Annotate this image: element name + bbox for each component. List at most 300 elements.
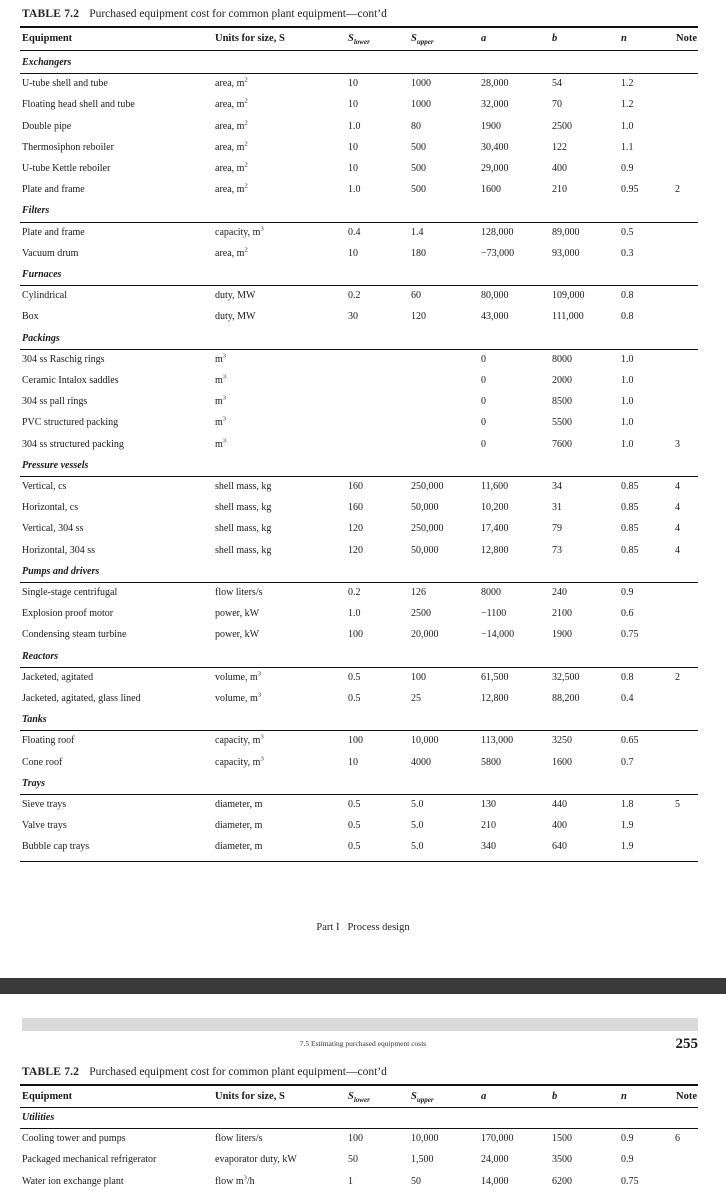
b-cell: 54 bbox=[552, 78, 562, 90]
section-header bbox=[0, 562, 726, 583]
n-cell: 0.85 bbox=[621, 481, 639, 492]
s-upper-cell: 20,000 bbox=[411, 629, 439, 641]
s-lower-cell: 10 bbox=[348, 99, 358, 111]
equipment-cell: 304 ss pall rings bbox=[22, 396, 88, 408]
table-caption bbox=[22, 8, 387, 20]
s-lower-cell: 160 bbox=[348, 502, 363, 514]
units-cell: shell mass, kg bbox=[215, 502, 272, 514]
section-header bbox=[0, 201, 726, 222]
note-cell: 4 bbox=[675, 523, 680, 535]
units-cell: capacity, $m^3$ bbox=[215, 734, 264, 747]
table-row bbox=[0, 795, 726, 816]
s-lower-cell: 120 bbox=[348, 523, 363, 535]
b-cell: 5500 bbox=[552, 417, 572, 429]
header-s-upper: $S_{upper}$ bbox=[411, 33, 434, 47]
s-upper-cell: 500 bbox=[411, 141, 426, 153]
s-upper-cell: 500 bbox=[411, 184, 426, 196]
s-upper-cell: 100 bbox=[411, 671, 426, 683]
s-upper-cell: 250,000 bbox=[411, 481, 444, 492]
equipment-cell: Plate and frame bbox=[22, 184, 85, 196]
units-cell: area, $m^2$ bbox=[215, 98, 248, 111]
equipment-cell: Vertical, cs bbox=[22, 481, 67, 492]
a-cell: 43,000 bbox=[481, 311, 509, 323]
units-cell: flow $m^3/h$ bbox=[215, 1174, 255, 1187]
a-cell: 24,000 bbox=[481, 1154, 509, 1166]
s-lower-cell: 10 bbox=[348, 247, 358, 259]
equipment-cell: U-tube shell and tube bbox=[22, 78, 108, 90]
n-cell: 1.0 bbox=[621, 438, 634, 450]
a-cell: 30,400 bbox=[481, 141, 509, 153]
n-cell: 0.85 bbox=[621, 523, 639, 535]
a-cell: 10,200 bbox=[481, 502, 509, 514]
s-lower-cell: 1.0 bbox=[348, 120, 361, 132]
table-row bbox=[0, 117, 726, 138]
table-caption-2 bbox=[22, 1066, 387, 1078]
a-cell: 17,400 bbox=[481, 523, 509, 535]
table-row bbox=[0, 413, 726, 434]
s-upper-cell: 50,000 bbox=[411, 502, 439, 514]
units-cell: evaporator duty, kW bbox=[215, 1154, 297, 1166]
n-cell: 1.2 bbox=[621, 78, 634, 90]
s-upper-cell: 60 bbox=[411, 290, 421, 302]
n-cell: 0.9 bbox=[621, 587, 634, 598]
a-cell: −14,000 bbox=[481, 629, 515, 641]
header-band bbox=[22, 1018, 698, 1031]
section-header bbox=[0, 774, 726, 795]
top-rule bbox=[20, 26, 698, 28]
note-cell: 4 bbox=[675, 502, 680, 514]
section-title: Trays bbox=[22, 777, 45, 789]
equipment-cell: Plate and frame bbox=[22, 226, 85, 238]
table-row bbox=[0, 668, 726, 689]
s-upper-cell: 250,000 bbox=[411, 523, 444, 535]
a-cell: 61,500 bbox=[481, 671, 509, 683]
b-cell: 89,000 bbox=[552, 226, 580, 238]
a-cell: 14,000 bbox=[481, 1175, 509, 1187]
a-cell: −1100 bbox=[481, 608, 507, 620]
b-cell: 122 bbox=[552, 141, 567, 153]
a-cell: 32,000 bbox=[481, 99, 509, 111]
table-row bbox=[0, 159, 726, 180]
n-cell: 0.6 bbox=[621, 608, 634, 620]
table-row bbox=[0, 435, 726, 456]
units-cell: $m^3$ bbox=[215, 352, 227, 365]
a-cell: 0 bbox=[481, 417, 486, 429]
header-a: a bbox=[481, 1091, 487, 1102]
units-cell: duty, MW bbox=[215, 290, 256, 302]
equipment-cell: Cylindrical bbox=[22, 290, 67, 302]
section-title: Reactors bbox=[22, 650, 59, 662]
equipment-cell: Double pipe bbox=[22, 120, 72, 132]
n-cell: 0.75 bbox=[621, 629, 639, 641]
units-cell: volume, $m^3$ bbox=[215, 691, 262, 704]
header-units: Units for size, S bbox=[215, 1091, 285, 1102]
units-cell: $m^3$ bbox=[215, 394, 227, 408]
a-cell: 11,600 bbox=[481, 481, 509, 492]
table-row bbox=[0, 731, 726, 752]
s-upper-cell: 1.4 bbox=[411, 226, 424, 238]
units-cell: diameter, m bbox=[215, 841, 263, 853]
b-cell: 6200 bbox=[552, 1175, 572, 1187]
b-cell: 2000 bbox=[552, 375, 572, 386]
b-cell: 88,200 bbox=[552, 693, 580, 704]
n-cell: 1.0 bbox=[621, 120, 634, 132]
running-head: 7.5 Estimating purchased equipment costs bbox=[299, 1039, 427, 1048]
equipment-cell: Horizontal, cs bbox=[22, 502, 79, 514]
units-cell: area, $m^2$ bbox=[215, 161, 248, 174]
units-cell: power, kW bbox=[215, 608, 260, 620]
s-upper-cell: 10,000 bbox=[411, 1133, 439, 1145]
b-cell: 31 bbox=[552, 502, 562, 514]
section-title: Packings bbox=[22, 332, 60, 344]
units-cell: diameter, m bbox=[215, 820, 263, 832]
header-rule bbox=[20, 50, 698, 51]
s-upper-cell: 50 bbox=[411, 1175, 421, 1187]
page-divider bbox=[0, 978, 726, 994]
b-cell: 240 bbox=[552, 587, 567, 598]
note-cell: 5 bbox=[675, 799, 680, 810]
n-cell: 0.8 bbox=[621, 290, 634, 302]
units-cell: area, $m^2$ bbox=[215, 246, 248, 259]
page-footer bbox=[0, 922, 726, 933]
table-header bbox=[0, 29, 726, 49]
table-row bbox=[0, 753, 726, 774]
n-cell: 1.0 bbox=[621, 396, 634, 408]
a-cell: 28,000 bbox=[481, 78, 509, 90]
a-cell: 340 bbox=[481, 841, 496, 853]
s-lower-cell: 10 bbox=[348, 756, 358, 768]
s-lower-cell: 10 bbox=[348, 78, 358, 90]
s-upper-cell: 80 bbox=[411, 120, 421, 132]
n-cell: 0.9 bbox=[621, 1133, 634, 1145]
equipment-cell: PVC structured packing bbox=[22, 417, 119, 429]
s-lower-cell: 0.2 bbox=[348, 587, 361, 598]
b-cell: 3500 bbox=[552, 1154, 572, 1166]
s-upper-cell: 5.0 bbox=[411, 799, 424, 810]
section-header bbox=[0, 329, 726, 350]
a-cell: 170,000 bbox=[481, 1133, 514, 1145]
table-row bbox=[0, 583, 726, 604]
a-cell: −73,000 bbox=[481, 247, 515, 259]
s-lower-cell: 0.5 bbox=[348, 841, 361, 853]
section-header bbox=[0, 456, 726, 477]
header-equipment: Equipment bbox=[22, 1091, 73, 1102]
a-cell: 1600 bbox=[481, 184, 501, 196]
s-upper-cell: 1,500 bbox=[411, 1154, 434, 1166]
section-title: Furnaces bbox=[22, 269, 62, 280]
n-cell: 0.4 bbox=[621, 693, 634, 704]
b-cell: 640 bbox=[552, 841, 567, 853]
units-cell: area, $m^2$ bbox=[215, 76, 248, 90]
equipment-cell: Valve trays bbox=[22, 820, 67, 832]
table-row bbox=[0, 604, 726, 625]
n-cell: 1.0 bbox=[621, 375, 634, 386]
a-cell: 12,800 bbox=[481, 544, 509, 556]
n-cell: 0.65 bbox=[621, 735, 639, 747]
section-header bbox=[0, 647, 726, 668]
table-row bbox=[0, 371, 726, 392]
table-row bbox=[0, 180, 726, 201]
table-row bbox=[0, 689, 726, 710]
equipment-cell: Explosion proof motor bbox=[22, 608, 114, 620]
s-lower-cell: 10 bbox=[348, 141, 358, 153]
units-cell: $m^3$ bbox=[215, 437, 227, 450]
s-upper-cell: 2500 bbox=[411, 608, 431, 620]
equipment-cell: Jacketed, agitated, glass lined bbox=[22, 693, 141, 704]
table-row bbox=[0, 95, 726, 116]
s-lower-cell: 0.5 bbox=[348, 799, 361, 810]
units-cell: shell mass, kg bbox=[215, 544, 272, 556]
a-cell: 210 bbox=[481, 820, 496, 832]
equipment-cell: Vacuum drum bbox=[22, 247, 79, 259]
units-cell: area, $m^2$ bbox=[215, 140, 248, 153]
section-title: Tanks bbox=[22, 714, 47, 726]
a-cell: 29,000 bbox=[481, 163, 509, 174]
equipment-cell: 304 ss Raschig rings bbox=[22, 353, 105, 365]
s-upper-cell: 5.0 bbox=[411, 841, 424, 853]
s-lower-cell: 30 bbox=[348, 311, 358, 323]
s-upper-cell: 50,000 bbox=[411, 544, 439, 556]
page-bottom bbox=[0, 994, 726, 1194]
s-lower-cell: 0.5 bbox=[348, 820, 361, 832]
section-header bbox=[0, 265, 726, 286]
a-cell: 0 bbox=[481, 375, 486, 386]
b-cell: 400 bbox=[552, 820, 567, 832]
a-cell: 128,000 bbox=[481, 226, 514, 238]
b-cell: 109,000 bbox=[552, 290, 585, 302]
b-cell: 93,000 bbox=[552, 247, 580, 259]
page-number: 255 bbox=[675, 1036, 698, 1052]
s-lower-cell: 1.0 bbox=[348, 608, 361, 620]
s-upper-cell: 4000 bbox=[411, 756, 431, 768]
section-title: Filters bbox=[22, 205, 50, 217]
equipment-cell: Sieve trays bbox=[22, 799, 67, 810]
s-upper-cell: 1000 bbox=[411, 78, 431, 90]
table-row bbox=[0, 1129, 726, 1150]
b-cell: 8500 bbox=[552, 396, 572, 408]
note-cell: 2 bbox=[675, 184, 680, 196]
table-row bbox=[0, 816, 726, 837]
header-s-upper: $S_{upper}$ bbox=[411, 1091, 434, 1105]
b-cell: 400 bbox=[552, 163, 567, 174]
table-row bbox=[0, 138, 726, 159]
b-cell: 1600 bbox=[552, 756, 572, 768]
equipment-cell: Water ion exchange plant bbox=[22, 1175, 124, 1187]
s-lower-cell: 100 bbox=[348, 629, 363, 641]
equipment-cell: Vertical, 304 ss bbox=[22, 523, 84, 535]
header-units: Units for size, S bbox=[215, 33, 285, 44]
section-title: Exchangers bbox=[22, 57, 72, 68]
section-header bbox=[0, 53, 726, 74]
b-cell: 2100 bbox=[552, 608, 572, 620]
b-cell: 1900 bbox=[552, 629, 572, 641]
n-cell: 0.9 bbox=[621, 1154, 634, 1166]
s-lower-cell: 100 bbox=[348, 1133, 363, 1145]
table-row bbox=[0, 477, 726, 498]
equipment-cell: Floating roof bbox=[22, 735, 75, 747]
a-cell: 8000 bbox=[481, 587, 501, 598]
s-lower-cell: 160 bbox=[348, 481, 363, 492]
note-cell: 3 bbox=[675, 438, 680, 450]
units-cell: diameter, m bbox=[215, 799, 263, 810]
n-cell: 0.85 bbox=[621, 544, 639, 556]
equipment-cell: Single-stage centrifugal bbox=[22, 587, 118, 598]
table-row bbox=[0, 74, 726, 95]
equipment-cell: Cooling tower and pumps bbox=[22, 1133, 126, 1145]
table-label: TABLE 7.2 bbox=[22, 8, 80, 20]
b-cell: 34 bbox=[552, 481, 562, 492]
a-cell: 5800 bbox=[481, 756, 501, 768]
s-lower-cell: 0.2 bbox=[348, 290, 361, 302]
n-cell: 1.0 bbox=[621, 417, 634, 429]
equipment-cell: Thermosiphon reboiler bbox=[22, 141, 114, 153]
n-cell: 1.8 bbox=[621, 799, 634, 810]
b-cell: 70 bbox=[552, 99, 562, 111]
table-row bbox=[0, 541, 726, 562]
b-cell: 8000 bbox=[552, 353, 572, 365]
s-lower-cell: 50 bbox=[348, 1154, 358, 1166]
s-upper-cell: 180 bbox=[411, 247, 426, 259]
header-n: n bbox=[621, 33, 627, 44]
s-upper-cell: 126 bbox=[411, 587, 426, 598]
header-b: b bbox=[552, 1091, 558, 1102]
s-upper-cell: 25 bbox=[411, 693, 421, 704]
table-row bbox=[0, 519, 726, 540]
header-b: b bbox=[552, 33, 558, 44]
table-row bbox=[0, 625, 726, 646]
header-n: n bbox=[621, 1091, 627, 1102]
s-lower-cell: 1.0 bbox=[348, 184, 361, 196]
n-cell: 0.9 bbox=[621, 163, 634, 174]
note-cell: 2 bbox=[675, 671, 680, 683]
table-header-2 bbox=[0, 1087, 726, 1107]
table-label-2: TABLE 7.2 bbox=[22, 1066, 80, 1078]
n-cell: 0.95 bbox=[621, 184, 639, 196]
s-upper-cell: 1000 bbox=[411, 99, 431, 111]
s-lower-cell: 0.4 bbox=[348, 226, 361, 238]
b-cell: 32,500 bbox=[552, 671, 580, 683]
s-upper-cell: 10,000 bbox=[411, 735, 439, 747]
units-cell: capacity, $m^3$ bbox=[215, 225, 264, 238]
header-equipment: Equipment bbox=[22, 33, 73, 44]
note-cell: 6 bbox=[675, 1133, 680, 1145]
s-lower-cell: 0.5 bbox=[348, 693, 361, 704]
units-cell: shell mass, kg bbox=[215, 481, 272, 492]
units-cell: flow liters/s bbox=[215, 1133, 263, 1145]
table-title-2: Purchased equipment cost for common plant equipment—cont’d bbox=[89, 1066, 387, 1078]
header-note: Note bbox=[676, 1091, 697, 1102]
table-row bbox=[0, 307, 726, 328]
units-cell: duty, MW bbox=[215, 311, 256, 323]
table-title: Purchased equipment cost for common plant equipment—cont’d bbox=[89, 8, 387, 20]
n-cell: 0.85 bbox=[621, 502, 639, 514]
equipment-cell: Cone roof bbox=[22, 756, 63, 768]
section-title: Pressure vessels bbox=[22, 459, 89, 471]
n-cell: 1.9 bbox=[621, 841, 634, 853]
n-cell: 0.7 bbox=[621, 756, 634, 768]
equipment-cell: Condensing steam turbine bbox=[22, 629, 127, 641]
s-upper-cell: 120 bbox=[411, 311, 426, 323]
note-cell: 4 bbox=[675, 544, 680, 556]
section-title: Pumps and drivers bbox=[22, 565, 100, 577]
units-cell: shell mass, kg bbox=[215, 523, 272, 535]
bottom-rule bbox=[20, 861, 698, 862]
a-cell: 1900 bbox=[481, 120, 501, 132]
n-cell: 1.2 bbox=[621, 99, 634, 111]
section-title: Utilities bbox=[22, 1112, 55, 1123]
b-cell: 3250 bbox=[552, 735, 572, 747]
equipment-cell: Bubble cap trays bbox=[22, 841, 90, 853]
table-row bbox=[0, 350, 726, 371]
table-row bbox=[0, 1172, 726, 1193]
a-cell: 113,000 bbox=[481, 735, 514, 747]
units-cell: $m^3$ bbox=[215, 373, 227, 386]
units-cell: area, $m^2$ bbox=[215, 119, 248, 132]
equipment-cell: Ceramic Intalox saddles bbox=[22, 375, 119, 386]
n-cell: 1.0 bbox=[621, 353, 634, 365]
equipment-cell: 304 ss structured packing bbox=[22, 438, 124, 450]
table-row bbox=[0, 392, 726, 413]
header-s-lower: $S_{lower}$ bbox=[348, 33, 370, 47]
equipment-cell: Packaged mechanical refrigerator bbox=[22, 1154, 157, 1166]
units-cell: area, $m^2$ bbox=[215, 182, 248, 196]
equipment-cell: Jacketed, agitated bbox=[22, 671, 94, 683]
a-cell: 130 bbox=[481, 799, 496, 810]
s-lower-cell: 1 bbox=[348, 1175, 353, 1187]
footer-title: Process design bbox=[347, 922, 410, 933]
table-row bbox=[0, 498, 726, 519]
equipment-cell: Horizontal, 304 ss bbox=[22, 544, 96, 556]
n-cell: 1.1 bbox=[621, 141, 634, 153]
equipment-cell: Box bbox=[22, 311, 39, 323]
b-cell: 1500 bbox=[552, 1133, 572, 1145]
a-cell: 0 bbox=[481, 353, 486, 365]
units-cell: capacity, $m^3$ bbox=[215, 755, 264, 768]
s-lower-cell: 100 bbox=[348, 735, 363, 747]
table-row bbox=[0, 1150, 726, 1171]
note-cell: 4 bbox=[675, 481, 680, 492]
table-row bbox=[0, 286, 726, 307]
s-upper-cell: 500 bbox=[411, 163, 426, 174]
a-cell: 0 bbox=[481, 396, 486, 408]
header-note: Note bbox=[676, 33, 697, 44]
table-row bbox=[0, 223, 726, 244]
s-lower-cell: 120 bbox=[348, 544, 363, 556]
b-cell: 73 bbox=[552, 544, 562, 556]
units-cell: flow liters/s bbox=[215, 587, 263, 598]
section-header bbox=[0, 710, 726, 731]
b-cell: 79 bbox=[552, 523, 562, 535]
s-upper-cell: 5.0 bbox=[411, 820, 424, 832]
units-cell: power, kW bbox=[215, 629, 260, 641]
b-cell: 2500 bbox=[552, 120, 572, 132]
b-cell: 440 bbox=[552, 799, 567, 810]
section-header bbox=[0, 1108, 726, 1129]
a-cell: 80,000 bbox=[481, 290, 509, 302]
b-cell: 7600 bbox=[552, 438, 572, 450]
units-cell: $m^3$ bbox=[215, 416, 227, 429]
units-cell: volume, $m^3$ bbox=[215, 670, 262, 683]
n-cell: 0.5 bbox=[621, 226, 634, 238]
header-s-lower: $S_{lower}$ bbox=[348, 1091, 370, 1105]
n-cell: 1.9 bbox=[621, 820, 634, 832]
table-row bbox=[0, 244, 726, 265]
header-a: a bbox=[481, 33, 487, 44]
a-cell: 0 bbox=[481, 438, 486, 450]
n-cell: 0.8 bbox=[621, 671, 634, 683]
n-cell: 0.75 bbox=[621, 1175, 639, 1187]
s-lower-cell: 0.5 bbox=[348, 671, 361, 683]
